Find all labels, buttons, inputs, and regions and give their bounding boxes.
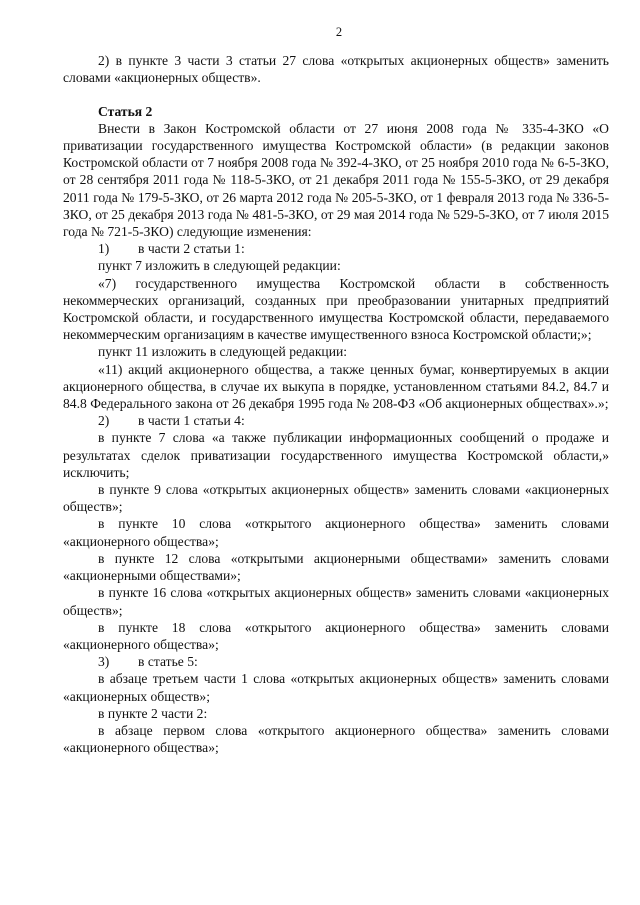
article-paragraph [63,584,609,618]
paragraph-text: в пункте 10 слова «открытого акционерного общества» заменить словами «акционерного общества»; [63,516,609,549]
paragraph-text: Внести в Закон Костромской области от 27 июня 2008 года № 335-4-ЗКО «О приватизации государственного имущества Костромской области» (в редакции законов Костромской области от 7 ноября 2008 года № 392-4-ЗКО, от 25 ноября 2010 года № 6-5-ЗКО, от 28 сентября 2011 года № 118-5-ЗКО, от 21 декабря 2011 года № 155-5-ЗКО, от 29 декабря 2011 года № 179-5-ЗКО, от 26 марта 2012 года № 205-5-ЗКО, от 1 февраля 2013 года № 336-5-ЗКО, от 25 декабря 2013 года № 481-5-ЗКО, от 29 мая 2014 года № 529-5-ЗКО, от 7 июля 2015 года № 721-5-ЗКО) следующие изменения: [63,120,609,240]
article-paragraph [63,705,609,722]
paragraph-text: в пункте 2 части 2: [98,705,208,721]
paragraph-text: «7) государственного имущества Костромской области в собственность некоммерческих организаций, созданных при преобразовании унитарных предприятий Костромской области, и государственного имущества Костромской области, передаваемого некоммерческим организациям в качестве имущественного взноса Костромской области;»; [63,275,609,343]
article-paragraph [63,275,609,344]
paragraph-text: в пункте 12 слова «открытыми акционерными обществами» заменить словами «акционерными обществами»; [63,550,609,584]
article-paragraph [63,670,609,704]
article-heading: Статья 2 [98,103,153,119]
paragraph-text: в пункте 7 слова «а также публикации информационных сообщений о продаже и результатах сделок приватизации государственного имущества Костромской области,» исключить; [63,430,609,480]
paragraph-text: в пункте 16 слова «открытых акционерных обществ» заменить словами «акционерных обществ»; [63,585,609,618]
article-paragraph [63,619,609,653]
article-paragraph [63,550,609,584]
paragraph-text: пункт 11 изложить в следующей редакции: [98,344,348,360]
article-paragraph [63,722,609,756]
paragraph-text: в абзаце третьем части 1 слова «открытых акционерных обществ» заменить словами «акционерных обществ»; [63,671,609,704]
article-paragraph [63,515,609,549]
item-number: 2) [98,413,110,429]
item-number: 3) [98,654,110,670]
article-paragraph [63,343,609,360]
article-body [63,120,609,757]
article-paragraph [63,361,609,413]
numbered-item [63,240,609,257]
paragraph-text: в абзаце первом слова «открытого акционерного общества» заменить словами «акционерного общества»; [63,722,609,756]
paragraph-text: в статье 5: [138,654,198,670]
article-paragraph [63,481,609,515]
document-page [63,24,609,756]
amendment-paragraph: 2) в пункте 3 части 3 статьи 27 слова «открытых акционерных обществ» заменить словами «акционерных обществ». [63,53,609,86]
paragraph-text: в пункте 9 слова «открытых акционерных обществ» заменить словами «акционерных обществ»; [63,482,609,515]
numbered-item [63,412,609,429]
article-paragraph [63,429,609,481]
numbered-item [63,653,609,670]
paragraph-text: в части 1 статьи 4: [138,413,245,429]
paragraph-text: в части 2 статьи 1: [138,241,245,257]
item-number: 1) [98,241,110,257]
paragraph-text: «11) акций акционерного общества, а также ценных бумаг, конвертируемых в акции акционерного общества, в случае их выкупа в порядке, установленном статьями 84.2, 84.7 и 84.8 Федерального закона от 26 декабря 1995 года № 208-ФЗ «Об акционерных обществах».»; [63,361,609,412]
article-paragraph [63,257,609,274]
paragraph-text: пункт 7 изложить в следующей редакции: [98,258,341,274]
page-number: 2 [335,25,343,39]
article-paragraph [63,120,609,240]
paragraph-text: в пункте 18 слова «открытого акционерного общества» заменить словами «акционерного общества»; [63,619,609,652]
